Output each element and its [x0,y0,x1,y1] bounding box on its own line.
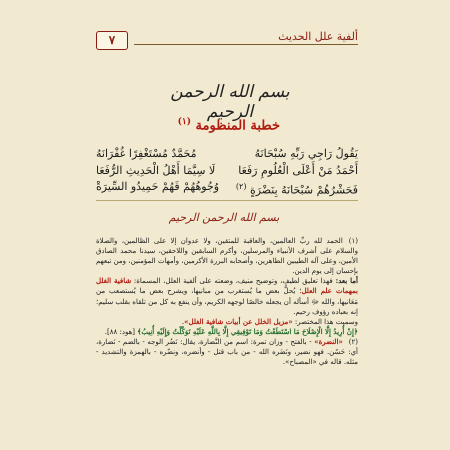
paragraph-text: ؛ يُحلُّ بعض ما يُستغرب من مبانيها، ويشرح بعض ما يُستصعب من مَعَانيها، والله ﷻ أسأله أن يجعله خالصًا لوجهه الكريم، وأن ينفع به كل من تلقاه بقلب سليم؛ إنه بعباده رؤوف رحيم. [96,287,358,316]
footnote-marker: (٢) [235,182,247,191]
verse-second-hemistich: لَا سِيَّمَا أَهْلُ الْحَدِيثِ الرُّفَعَا [96,163,216,177]
poem-verse [96,163,358,180]
commentary-paragraph [96,327,358,337]
verse-second-hemistich: وُجُوهُهُمْ فَهُمْ حَمِيدُو السِّيرَةْ [96,180,220,193]
commentary-paragraph [96,236,358,276]
verse-citation: [هود: ٨٨]. [104,327,138,336]
section-heading [178,117,280,133]
note-number: (٢) [348,337,358,346]
verse-text: فَحَشْرُهُمْ سُبْحَانَهُ بِنَضْرَةٍ [249,183,358,197]
poem-verse [96,179,358,196]
commentary-body [96,236,358,367]
paragraph-text: . [181,317,185,326]
page-header [96,30,358,50]
verse-first-hemistich: أَحْمَدُ مَنْ أَعْلَى الْعُلُومِ رَفَعَا [238,163,358,177]
paragraph-lead: أما بعد: [332,276,358,286]
section-heading-text: خطبة المنظومة [195,118,280,134]
page-number-badge: ٧ [96,31,128,50]
commentary-paragraph [96,337,358,367]
verse-first-hemistich [236,179,358,199]
verse-second-hemistich: مُحَمَّدٌ مُسْتَغْفِرًا غُفْرَانَهُ [96,147,197,160]
book-title-highlight: شافية الغلل بمهمات علم العلل [96,276,358,296]
poem-verse [96,146,358,163]
poem-block [96,146,358,196]
verse-first-hemistich: يَقُولُ رَاجِي رَبِّهِ سُبْحَانَهُ [254,147,358,160]
paragraph-text: الحمد لله ربِّ العالمين، والعاقبة للمتقين، ولا عدوان إلا على الظالمين، والصلاة والسلام على أشرف الأنبياء والمرسلين، وأكرم السابقين واللاحقين، سيدنا محمد الصادق الأمين، وعلى آله الطيبين الطاهرين، وأصحابه البررة الأكرمين، وأمهات المؤمنين، ومن تبعهم بإحسان إلى يوم الدين. [96,237,358,276]
paragraph-text: فهذا تعليق لطيف، وتوضيح منيف، وضعته على ألفية العلل، المسماة: [131,277,333,286]
note-number: (١) [348,237,358,245]
paragraph-lead: وسميت هذا المختصر: [292,317,358,326]
running-title: ألفية علل الحديث [278,30,358,43]
commentary-basmala: بسم الله الرحمن الرحيم [168,211,280,224]
book-title-highlight: «مزيل الخلل عن أبيات شافية الغلل» [184,316,293,326]
basmala-ornament: بسم الله الرحمن الرحيم [170,82,290,122]
poem-divider [96,200,358,201]
commentary-paragraph [96,276,358,316]
paragraph-text: - بالفتح - وزان تمرة: اسم من النَّضارة، يقال: نَضُر الوجه - بالضم - نَضارة، أي: حَسُن. فهو نضير، ونَضَره الله - من باب قتل - وأنضره، ونضّره - بالهمزة والتشديد - مثله. قاله في «المصباح». [96,337,358,367]
commentary-paragraph [96,317,358,327]
section-heading-note: (١) [177,117,192,127]
term-highlight: «النضرة» [314,336,343,346]
quran-verse: ﴿إِنْ أُرِيدُ إِلَّا الْإِصْلَاحَ مَا اسْتَطَعْتُ وَمَا تَوْفِيقِي إِلَّا بِاللَّهِ عَلَيْهِ تَوَكَّلْتُ وَإِلَيْهِ أُنِيبُ﴾ [137,326,358,336]
header-rule [134,44,358,45]
